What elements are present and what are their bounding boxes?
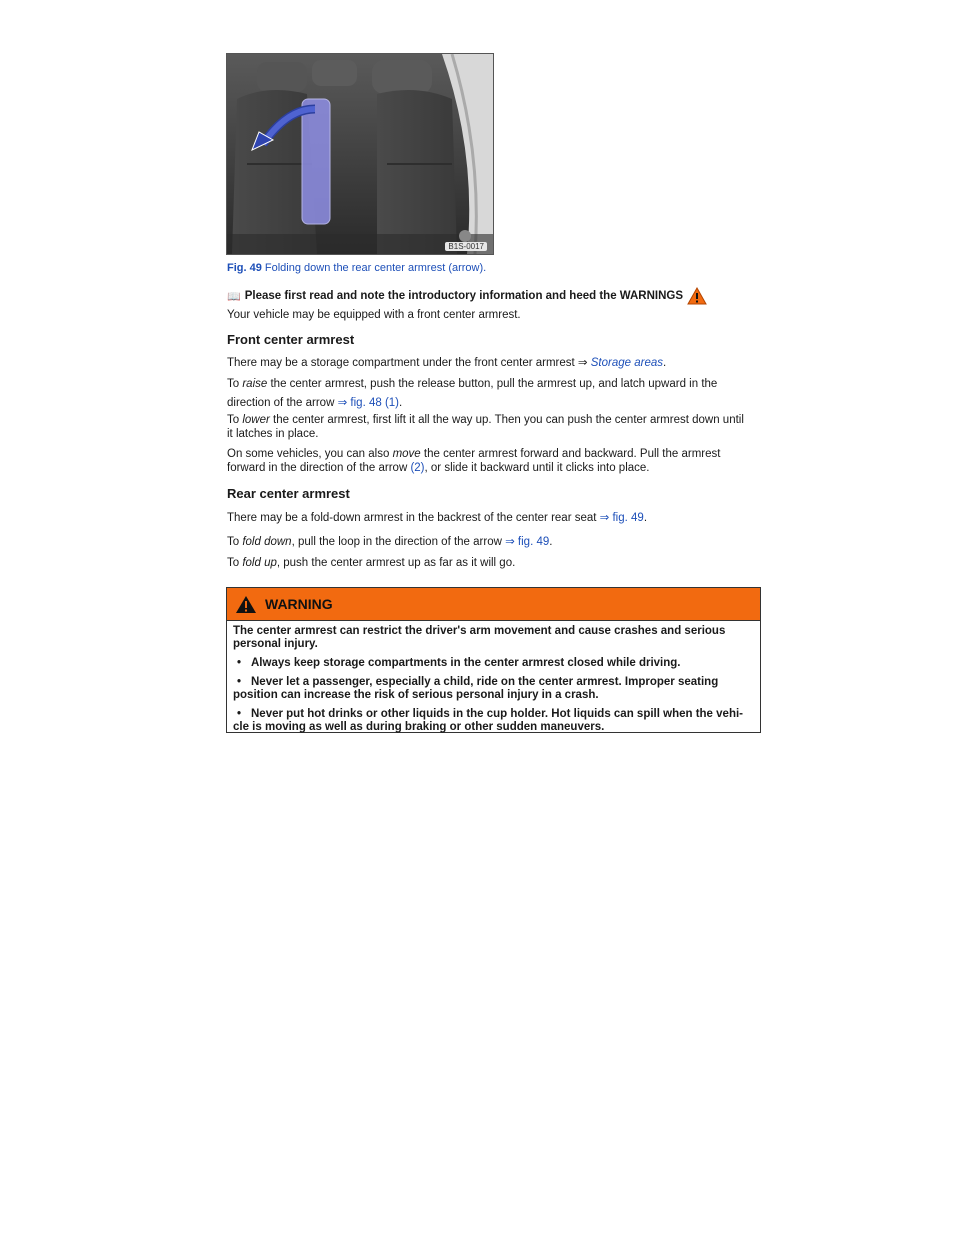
figure-caption-label: Fig. 49 — [227, 262, 262, 274]
foldable-paragraph — [227, 511, 767, 525]
warning-lead — [233, 625, 754, 651]
fold-up-text-a: To — [227, 557, 243, 569]
foldable-period: . — [643, 512, 648, 524]
warning-item-2-line2: position can increase the risk of serious personal injury in a crash. — [233, 689, 599, 701]
bullet-icon: • — [237, 657, 242, 669]
fold-up-paragraph — [227, 556, 767, 570]
warning-item-2 — [233, 676, 754, 702]
lower-text-d: it latches in place. — [227, 428, 319, 440]
raise-text-a: To — [227, 378, 243, 390]
warning-header-icon — [235, 595, 257, 614]
warning-triangle-icon[interactable] — [687, 287, 707, 305]
warning-body — [227, 621, 760, 734]
raise-paragraph-line2 — [227, 396, 767, 410]
foldable-text: There may be a fold-down armrest in the backrest of the center rear seat — [227, 512, 600, 524]
storage-text: There may be a storage compartment under the front center armrest ⇒ — [227, 357, 591, 369]
raise-text-c: the center armrest, push the release button, pull the armrest up, and latch upward in the — [267, 378, 718, 390]
bullet-icon: • — [237, 708, 242, 720]
fold-down-text-a: To — [227, 536, 243, 548]
move-text-f: , or slide it backward until it clicks into place. — [424, 462, 650, 474]
intro-text: Please first read and note the introductory information and heed the WARNINGS — [244, 290, 684, 302]
lower-paragraph — [227, 413, 767, 441]
fold-down-text-c: , pull the loop in the direction of the arrow — [291, 536, 506, 548]
move-emphasis: move — [392, 448, 421, 460]
lower-text-a: To — [227, 414, 243, 426]
fig49-link-1[interactable]: ⇒ fig. 49 — [599, 512, 644, 524]
move-paragraph — [227, 447, 767, 475]
figure-caption-text: Folding down the rear center armrest (arrow). — [261, 262, 487, 274]
move-text-d: forward in the direction of the arrow — [227, 462, 411, 474]
raise-text-d: direction of the arrow — [227, 397, 338, 409]
equipped-paragraph: Your vehicle may be equipped with a front center armrest. — [227, 309, 521, 321]
warning-item-1-text: Always keep storage compartments in the center armrest closed while driving. — [251, 657, 681, 669]
figure-code: B1S-0017 — [445, 242, 487, 251]
fold-up-emphasis: fold up — [242, 557, 277, 569]
warning-header — [227, 588, 760, 621]
intro-line — [227, 287, 707, 305]
storage-areas-link[interactable]: Storage areas — [590, 357, 663, 369]
warning-item-1 — [233, 657, 754, 670]
front-armrest-heading: Front center armrest — [227, 332, 355, 347]
fold-down-emphasis: fold down — [242, 536, 292, 548]
warning-box — [226, 587, 761, 733]
fold-up-text-c: , push the center armrest up as far as it will go. — [276, 557, 516, 569]
lower-emphasis: lower — [242, 414, 270, 426]
warning-title: WARNING — [265, 596, 333, 612]
rear-seat-illustration — [227, 54, 493, 254]
arrow-2-link[interactable]: (2) — [410, 462, 425, 474]
warning-item-3-line2: cle is moving as well as during braking or other sudden maneuvers. — [233, 721, 605, 733]
storage-paragraph — [227, 356, 767, 370]
warning-lead-line1: The center armrest can restrict the driver's arm movement and cause crashes and serious — [233, 625, 726, 637]
book-icon: 📖 — [227, 290, 241, 303]
rear-armrest-heading: Rear center armrest — [227, 486, 350, 501]
move-text-c: the center armrest forward and backward. Pull the armrest — [420, 448, 721, 460]
lower-text-c: the center armrest, first lift it all the way up. Then you can push the center armrest down until — [269, 414, 744, 426]
fold-down-period: . — [549, 536, 553, 548]
move-text-a: On some vehicles, you can also — [227, 448, 393, 460]
fig49-link-2[interactable]: ⇒ fig. 49 — [505, 536, 550, 548]
storage-period: . — [663, 357, 667, 369]
bullet-icon: • — [237, 676, 242, 688]
fig48-1-link[interactable]: ⇒ fig. 48 (1) — [337, 397, 400, 409]
warning-item-2-line1: Never let a passenger, especially a child, ride on the center armrest. Improper seating — [251, 676, 719, 688]
warning-lead-line2: personal injury. — [233, 638, 318, 650]
warning-item-3-line1: Never put hot drinks or other liquids in the cup holder. Hot liquids can spill when the vehi- — [251, 708, 743, 720]
fold-down-paragraph — [227, 535, 767, 549]
raise-paragraph — [227, 377, 767, 391]
raise-period: . — [399, 397, 403, 409]
warning-item-3 — [233, 708, 754, 734]
rear-seat-figure — [226, 53, 494, 255]
figure-caption — [227, 262, 486, 274]
raise-emphasis: raise — [242, 378, 268, 390]
